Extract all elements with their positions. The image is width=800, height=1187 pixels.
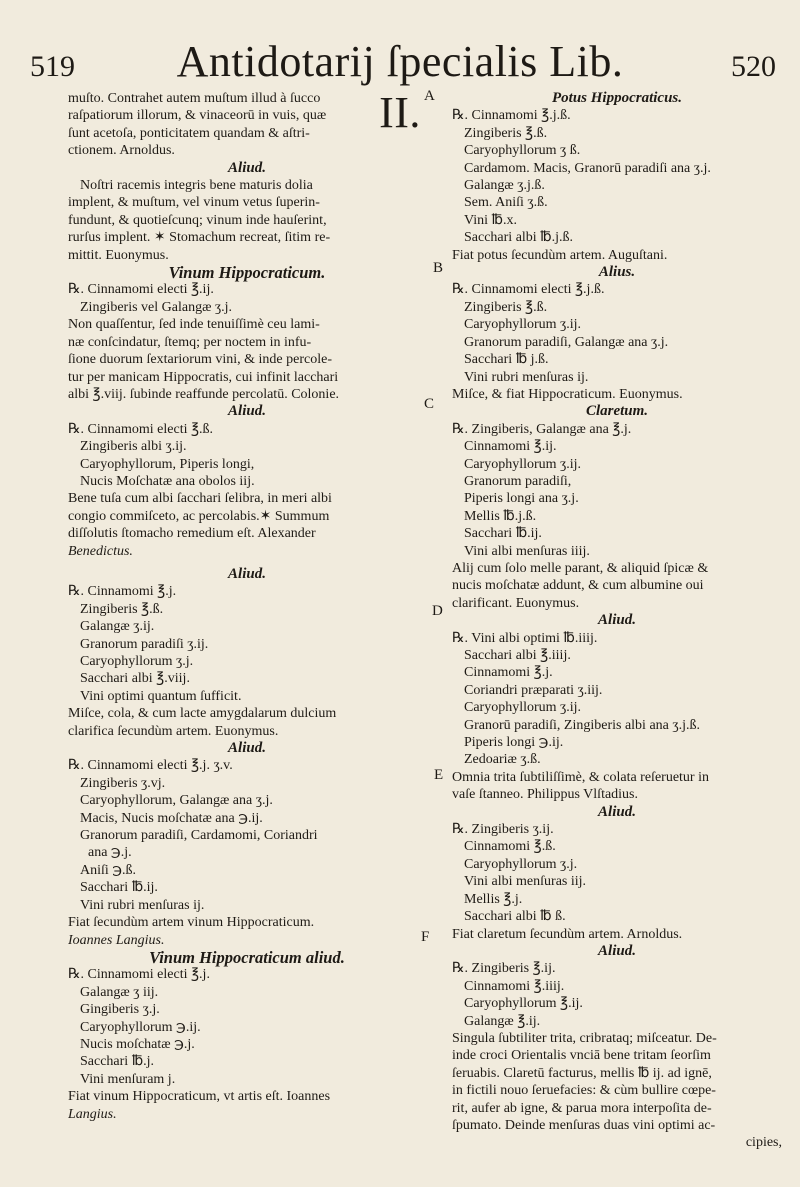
text-line: vaſe ſtanneo. Philippus Vlſtadius.: [452, 787, 639, 803]
text-line: Miſce, cola, & cum lacte amygdalarum dulcium: [68, 706, 337, 722]
left-text-column: [68, 90, 426, 1123]
text-line: ſpumato. Deinde menſuras duas vini optimi ac-: [452, 1117, 716, 1133]
text-line: Zedoariæ ʒ.ß.: [464, 752, 541, 768]
text-line: Caryophyllorum ʒ.ij.: [464, 317, 582, 333]
text-line: ℞. Cinnamomi ℥.j.: [68, 584, 177, 600]
text-line: Fiat vinum Hippocraticum, vt artis eſt. Ioannes: [68, 1089, 331, 1105]
section-heading: Alius.: [598, 264, 636, 281]
margin-letter-f: F: [421, 929, 430, 945]
text-line: Galangæ ʒ.j.ß.: [464, 178, 545, 194]
text-line: ctionem. Arnoldus.: [68, 143, 175, 159]
text-line: Galangæ ʒ.ij.: [80, 619, 155, 635]
text-line: Piperis longi ana ʒ.j.: [464, 491, 579, 507]
text-line: clarifica ſecundùm artem. Euonymus.: [68, 723, 279, 739]
margin-letter-b: B: [433, 260, 444, 276]
text-line: ſunt acetoſa, ponticitatem quandam & aſtri-: [68, 125, 310, 141]
text-line: Zingiberis ℥.ß.: [464, 125, 548, 141]
text-line: ℞. Zingiberis ℥.ij.: [452, 961, 556, 977]
text-line: Sacchari albi ℔.j.ß.: [464, 230, 574, 246]
text-line: fundunt, & quotieſcunq; vinum inde hauſerint,: [68, 212, 327, 228]
text-line: rurſus implent. ✶ Stomachum recreat, ſitim re-: [68, 230, 331, 246]
text-line: Mellis ℥.j.: [464, 891, 523, 907]
text-line: Caryophyllorum ʒ.ij.: [464, 700, 582, 716]
text-line: ℞. Cinnamomi electi ℥.j.: [68, 967, 210, 983]
text-line: albi ℥.viij. ſubinde reaffunde percolatū. Colonie.: [68, 386, 340, 402]
text-line: Coriandri præparati ʒ.iij.: [464, 682, 603, 698]
text-line: Sacchari albi ℥.viij.: [80, 671, 190, 687]
section-heading: Aliud.: [598, 612, 636, 629]
text-line: næ conſcindatur, ſtemq; per noctem in infu-: [68, 334, 312, 350]
text-line: Cinnamomi ℥.j.: [464, 665, 553, 681]
text-line: Mellis ℔.j.ß.: [464, 508, 537, 524]
text-line: Gingiberis ʒ.j.: [80, 1002, 160, 1018]
text-line: inde croci Orientalis vnciā bene tritam ſeorſim: [452, 1048, 711, 1064]
text-line: Caryophyllorum ʒ ß.: [464, 143, 581, 159]
text-line: ℞. Cinnamomi ℥.j.ß.: [452, 108, 571, 124]
text-line: Zingiberis vel Galangæ ʒ.j.: [80, 299, 233, 315]
text-line: ℞. Cinnamomi electi ℥.j.ß.: [452, 282, 605, 298]
text-line: ℞. Cinnamomi electi ℥.j. ʒ.v.: [68, 758, 233, 774]
text-line: Caryophyllorum ʒ.j.: [80, 654, 194, 669]
section-heading: Aliud.: [598, 803, 636, 820]
text-line: Sacchari ℔.ij.: [464, 526, 542, 542]
text-line: raſpatiorum illorum, & vinaceorū in vuis, quæ: [68, 108, 327, 124]
text-line: Sem. Aniſi ʒ.ß.: [464, 195, 548, 211]
text-line: Zingiberis ʒ.vj.: [80, 775, 166, 791]
margin-letter-e: E: [434, 767, 444, 783]
text-line: Singula ſubtiliter trita, cribrataq; miſceatur. De-: [452, 1030, 717, 1046]
text-line: Cinnamomi ℥.iiij.: [464, 978, 565, 994]
text-line: Caryophyllorum ʒ.ij.: [464, 456, 582, 472]
text-line: Benedictus.: [68, 543, 133, 559]
section-heading: Aliud.: [228, 403, 266, 420]
text-line: Zingiberis ℥.ß.: [464, 299, 548, 315]
text-line: Ioannes Langius.: [68, 932, 165, 948]
right-text-column: [452, 90, 782, 1152]
section-heading: Potus Hippocraticus.: [551, 90, 682, 106]
text-line: Vini rubri menſuras ij.: [464, 369, 589, 385]
text-line: Sacchari albi ℥.iiij.: [464, 648, 571, 663]
text-line: ℞. Cinnamomi electi ℥.ß.: [68, 421, 214, 437]
text-line: Vini rubri menſuras ij.: [80, 897, 205, 913]
text-line: Sacchari albi ℔ ß.: [464, 909, 566, 925]
text-line: ℞. Zingiberis ʒ.ij.: [452, 822, 554, 838]
text-line: ℞. Vini albi optimi ℔.iiij.: [452, 630, 598, 646]
text-line: Galangæ ℥.ij.: [464, 1013, 541, 1029]
text-line: Nucis moſchatæ ℈.j.: [80, 1036, 195, 1052]
text-line: mittit. Euonymus.: [68, 247, 169, 263]
text-line: Zingiberis ℥.ß.: [80, 601, 164, 617]
text-line: Granorum paradiſi, Galangæ ana ʒ.j.: [464, 334, 669, 350]
text-line: muſto. Contrahet autem muſtum illud à ſucco: [68, 91, 321, 106]
text-line: Cardamom. Macis, Granorū paradiſi ana ʒ.j.: [464, 160, 711, 176]
text-line: ſeruabis. Claretū facturus, mellis ℔ ij. ad ignē,: [452, 1065, 712, 1081]
text-line: Vini menſuram j.: [80, 1071, 176, 1087]
section-heading: Vinum Hippocraticum aliud.: [149, 947, 345, 967]
text-line: Piperis longi ℈.ij.: [464, 735, 564, 751]
text-line: Nucis Moſchatæ ana obolos iij.: [80, 473, 255, 489]
margin-letter-d: D: [432, 603, 443, 619]
section-heading: Aliud.: [228, 159, 266, 176]
text-line: ana ℈.j.: [88, 845, 132, 861]
text-line: Granorum paradiſi ʒ.ij.: [80, 636, 209, 652]
text-line: implent, & muſtum, vel vinum vetus ſuperin-: [68, 195, 320, 211]
text-line: Caryophyllorum, Piperis longi,: [80, 456, 255, 472]
text-line: tur per manicam Hippocratis, cui infinit lacchari: [68, 369, 339, 385]
section-heading: Vinum Hippocraticum.: [168, 263, 326, 283]
text-line: Vini albi menſuras iiij.: [464, 543, 590, 559]
section-heading: Claretum.: [585, 403, 649, 420]
section-heading: Aliud.: [598, 942, 636, 959]
text-line: ℞. Zingiberis, Galangæ ana ℥.j.: [452, 421, 632, 437]
text-line: cipies,: [745, 1135, 782, 1151]
right-page-number: 520: [731, 50, 776, 83]
section-heading: Aliud.: [228, 565, 266, 582]
text-line: Galangæ ʒ iij.: [80, 984, 159, 1000]
text-line: Miſce, & fiat Hippocraticum. Euonymus.: [452, 386, 683, 402]
text-line: Sacchari ℔.j.: [80, 1054, 155, 1070]
text-line: Sacchari ℔.ij.: [80, 880, 158, 896]
text-line: Granorum paradiſi,: [464, 473, 572, 489]
text-line: Caryophyllorum ℈.ij.: [80, 1019, 201, 1035]
text-line: rit, aufer ab igne, & parua mora interpoſita de-: [452, 1100, 712, 1116]
section-heading: Aliud.: [228, 740, 266, 757]
text-line: Non quaſſentur, ſed inde tenuiſſimè ceu lami-: [68, 317, 320, 333]
text-line: Vini optimi quantum ſufficit.: [80, 688, 242, 704]
text-line: Noſtri racemis integris bene maturis dolia: [80, 178, 313, 194]
margin-letter-a: A: [424, 88, 435, 104]
text-line: diſſolutis ſtomacho remedium eſt. Alexander: [68, 526, 316, 542]
running-title: Antidotarij ſpecialis Lib. II.: [176, 37, 624, 137]
text-line: Fiat claretum ſecundùm artem. Arnoldus.: [452, 926, 683, 942]
text-line: Zingiberis albi ʒ.ij.: [80, 439, 187, 455]
text-line: Alij cum ſolo melle parant, & aliquid ſpicæ &: [452, 560, 709, 576]
text-line: congio commiſceto, ac percolabis.✶ Summum: [68, 508, 330, 524]
text-line: Cinnamomi ℥.ij.: [464, 439, 557, 455]
text-line: Macis, Nucis moſchatæ ana ℈.ij.: [80, 810, 263, 826]
text-line: in fictili nouo ſeruefacies: & cùm bullire cœpe-: [452, 1083, 716, 1099]
text-line: clarificant. Euonymus.: [452, 595, 580, 611]
text-line: Fiat ſecundùm artem vinum Hippocraticum.: [68, 915, 315, 931]
text-line: Fiat potus ſecundùm artem. Auguſtani.: [452, 247, 668, 263]
text-line: Bene tuſa cum albi ſacchari ſelibra, in meri albi: [68, 491, 332, 507]
text-line: Cinnamomi ℥.ß.: [464, 839, 556, 855]
margin-letter-c: C: [424, 396, 435, 412]
text-line: Granorum paradiſi, Cardamomi, Coriandri: [80, 828, 318, 844]
text-line: ℞. Cinnamomi electi ℥.ij.: [68, 282, 214, 298]
text-line: Vini albi menſuras iij.: [464, 874, 587, 890]
text-line: Sacchari ℔ j.ß.: [464, 352, 549, 368]
text-line: Caryophyllorum ʒ.j.: [464, 856, 578, 872]
text-line: Aniſi ℈.ß.: [80, 862, 137, 878]
text-line: Vini ℔.x.: [464, 212, 517, 228]
text-line: ſione duorum ſextariorum vini, & inde percole-: [68, 352, 332, 368]
text-line: nucis moſchatæ addunt, & cum albumine oui: [452, 578, 704, 594]
left-page-number: 519: [30, 50, 75, 83]
text-line: Omnia trita ſubtiliſſimè, & colata reſeruetur in: [452, 769, 709, 785]
text-line: Caryophyllorum ℥.ij.: [464, 996, 583, 1012]
text-line: Caryophyllorum, Galangæ ana ʒ.j.: [80, 793, 273, 809]
text-line: Granorū paradiſi, Zingiberis albi ana ʒ.j.ß.: [464, 717, 700, 733]
text-line: Langius.: [68, 1106, 117, 1122]
